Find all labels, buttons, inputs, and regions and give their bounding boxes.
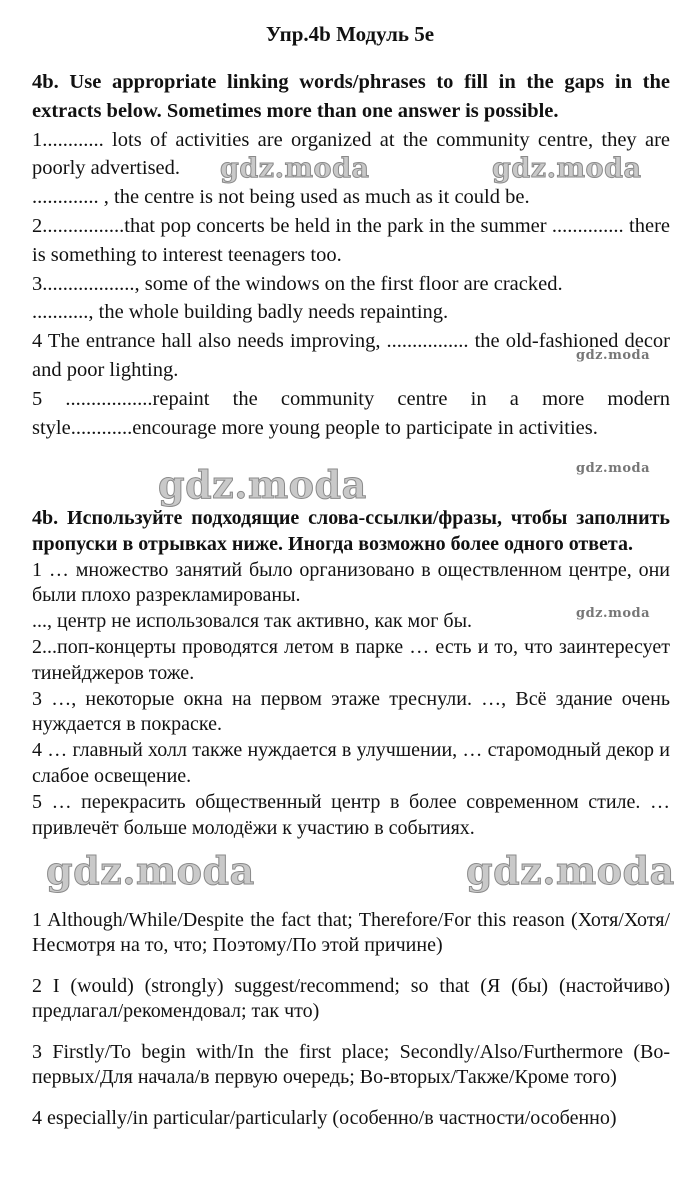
russian-heading: 4b. Используйте подходящие слова-ссылки/фразы, чтобы заполнить пропуски в отрывках ниже. Иногда возможно более одного ответа.	[32, 507, 670, 555]
english-item-3: 3.................., some of the windows on the first floor are cracked.	[32, 272, 563, 295]
watermark: gdz.moda	[158, 462, 367, 507]
english-item-1b: ............. , the centre is not being used as much as it could be.	[32, 186, 530, 209]
english-item-5: 5 .................repaint the community centre in a more modern style............encourage more young people to participate in activities.	[32, 387, 670, 439]
answer-3: 3 Firstly/To begin with/In the first place; Secondly/Also/Furthermore (Во-первых/Для начала/в первую очередь; Во-вторых/Также/Кроме того)	[32, 1041, 670, 1088]
watermark: gdz.moda	[576, 461, 651, 476]
watermark: gdz.moda	[576, 606, 651, 621]
answers-section	[32, 908, 670, 1148]
english-heading: 4b. Use appropriate linking words/phrases to fill in the gaps in the extracts below. Sometimes more than one answer is possible.	[32, 71, 670, 122]
russian-item-3: 3 …, некоторые окна на первом этаже треснули. …, Всё здание очень нуждается в покраске.	[32, 687, 670, 736]
english-item-2: 2................that pop concerts be held in the park in the summer .............. there is something to interest teenagers too.	[32, 214, 670, 266]
russian-item-2: 2...поп-концерты проводятся летом в парке … есть и то, что заинтересует тинейджеров тоже.	[32, 635, 670, 684]
russian-item-1: 1 … множество занятий было организовано в оществленном центре, они были плохо разрекламированы.	[32, 558, 670, 607]
answer-2: 2 I (would) (strongly) suggest/recommend; so that (Я (бы) (настойчиво) предлагал/рекомендовал; так что)	[32, 975, 670, 1022]
english-item-1: 1............ lots of activities are organized at the community centre, they are poorly advertised.	[32, 128, 670, 180]
russian-item-4: 4 … главный холл также нуждается в улучшении, … старомодный декор и слабое освещение.	[32, 739, 670, 787]
page-title: Упр.4b Модуль 5e	[265, 22, 435, 46]
watermark: gdz.moda	[220, 153, 370, 184]
watermark: gdz.moda	[576, 348, 651, 363]
english-item-4: 4 The entrance hall also needs improving, ................ the old-fashioned decor and poor lighting.	[32, 330, 670, 381]
answer-1: 1 Although/While/Despite the fact that; Therefore/For this reason (Хотя/Хотя/Несмотря на то, что; Поэтому/По этой причине)	[32, 909, 670, 956]
watermark: gdz.moda	[492, 153, 642, 184]
answer-4: 4 especially/in particular/particularly (особенно/в частности/особенно)	[32, 1107, 617, 1129]
russian-item-5: 5 … перекрасить общественный центр в более современном стиле. … привлечёт больше молодёжи к участию в событиях.	[32, 790, 670, 839]
english-exercise	[32, 68, 670, 442]
russian-item-1b: ..., центр не использовался так активно, как мог бы.	[32, 610, 473, 633]
watermark: gdz.moda	[466, 848, 675, 893]
english-item-3b: ..........., the whole building badly needs repainting.	[32, 301, 449, 324]
russian-exercise	[32, 506, 670, 841]
watermark: gdz.moda	[46, 848, 255, 893]
